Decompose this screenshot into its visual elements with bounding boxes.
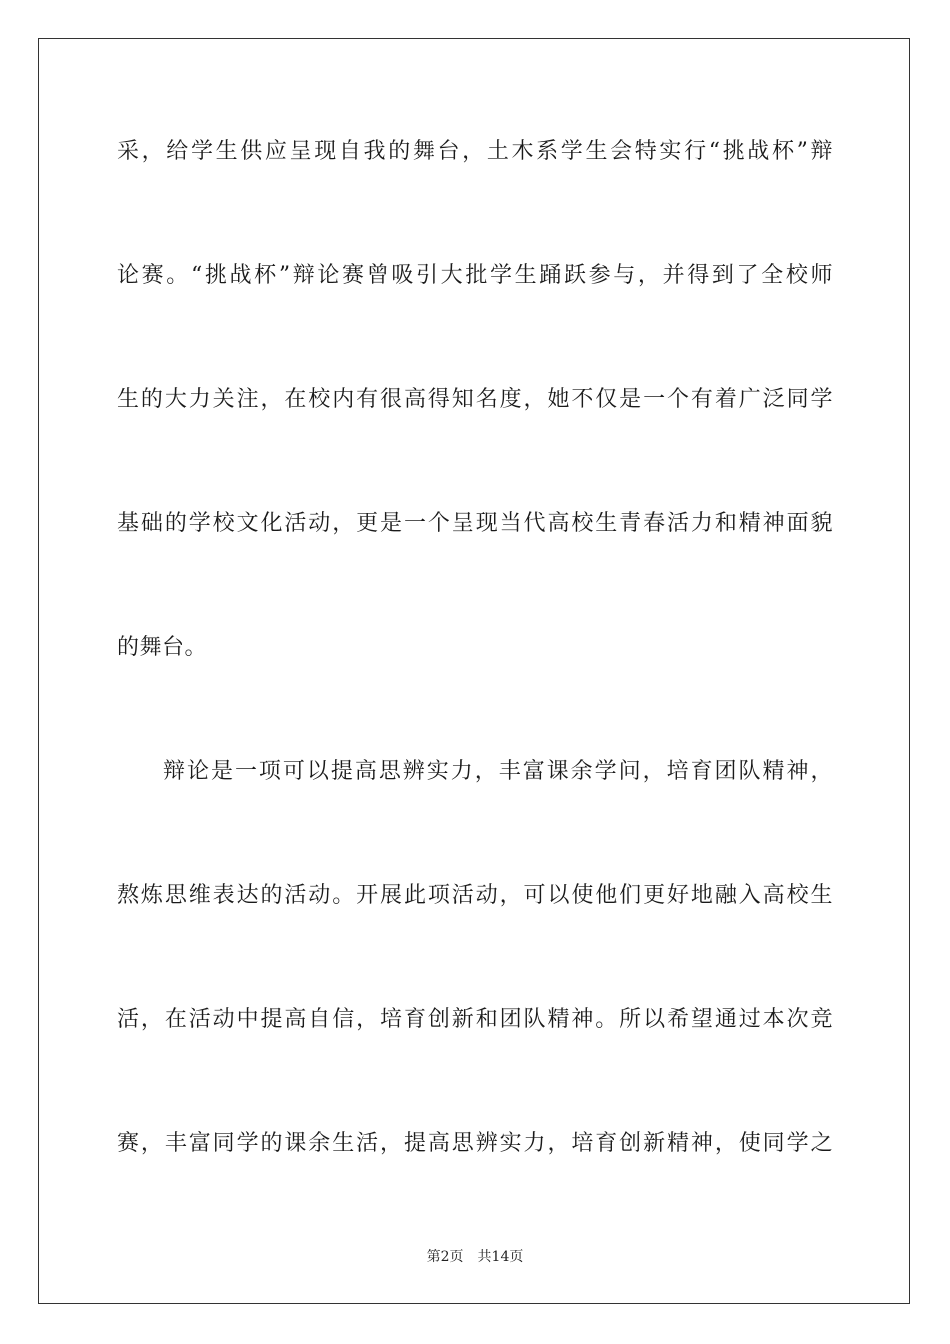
page-footer	[0, 1248, 950, 1266]
page-number: 第2页	[426, 1249, 464, 1265]
text-line-7: 熬炼思维表达的活动。开展此项活动，可以使他们更好地融入高校生	[117, 883, 833, 908]
page-frame	[38, 38, 910, 1304]
text-line-9: 赛，丰富同学的课余生活，提高思辨实力，培育创新精神，使同学之	[117, 1131, 833, 1156]
text-line-6: 辩论是一项可以提高思辨实力，丰富课余学问，培育团队精神，	[163, 759, 833, 784]
text-line-5: 的舞台。	[117, 635, 208, 660]
page-total: 共14页	[477, 1249, 524, 1265]
text-line-8: 活，在活动中提高自信，培育创新和团队精神。所以希望通过本次竞	[117, 1007, 833, 1032]
text-line-3: 生的大力关注，在校内有很高得知名度，她不仅是一个有着广泛同学	[117, 387, 833, 412]
text-line-1: 采，给学生供应呈现自我的舞台，土木系学生会特实行“挑战杯”辩	[117, 139, 833, 164]
text-line-2: 论赛。“挑战杯”辩论赛曾吸引大批学生踊跃参与，并得到了全校师	[117, 263, 833, 288]
text-line-4: 基础的学校文化活动，更是一个呈现当代高校生青春活力和精神面貌	[117, 511, 833, 536]
